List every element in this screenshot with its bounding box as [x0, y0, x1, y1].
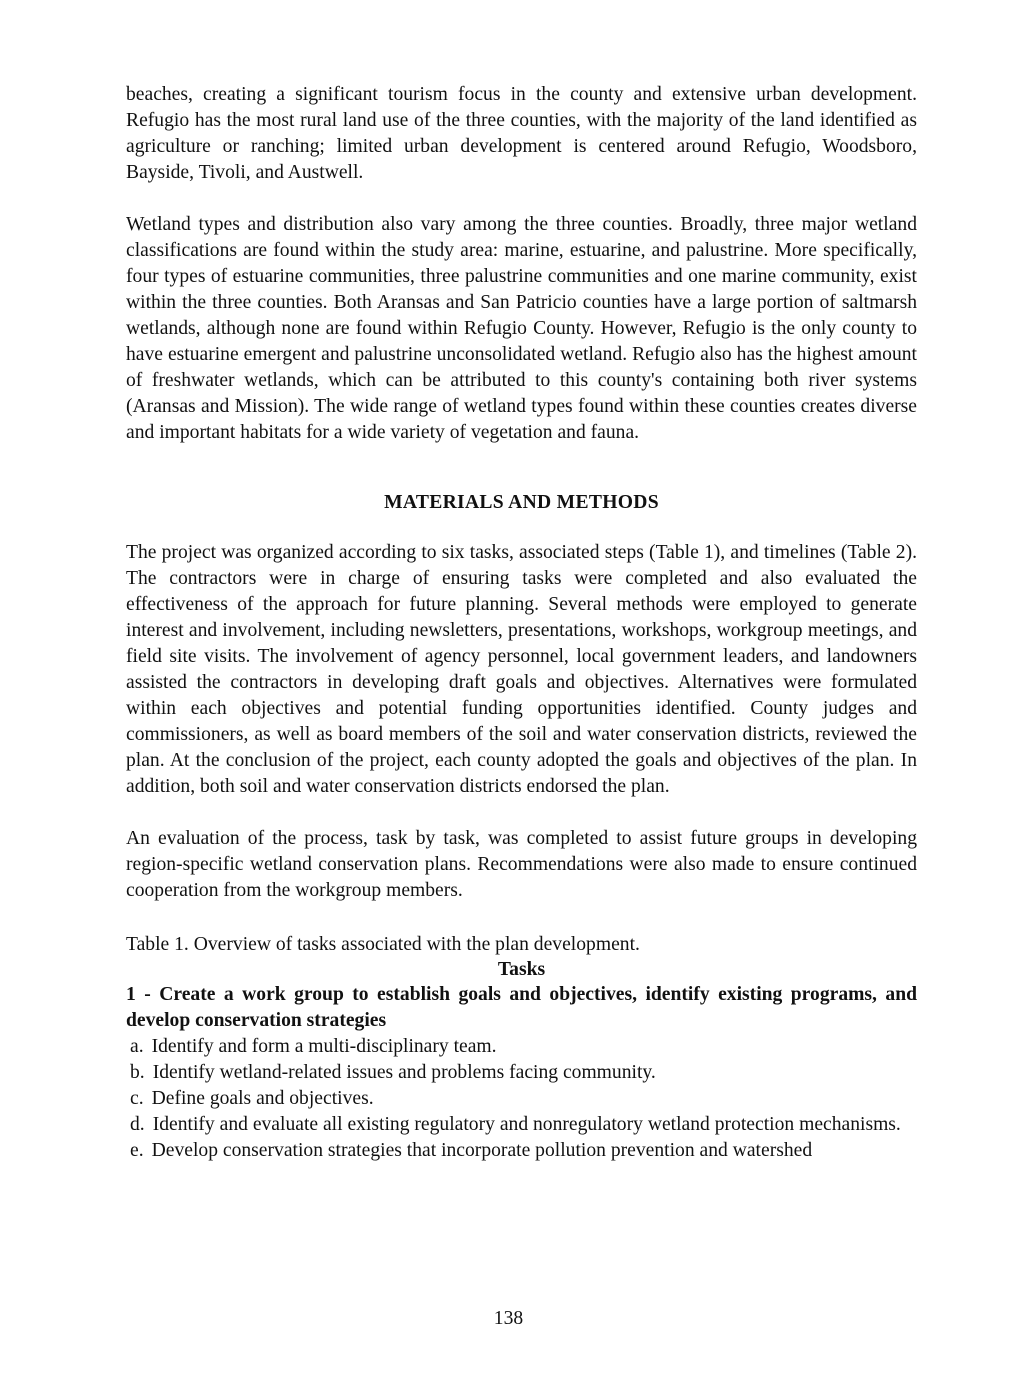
task-step-list: [126, 1034, 917, 1164]
paragraph-land-use: beaches, creating a significant tourism focus in the county and extensive urban development. Refugio has the most rural land use of the three counties, with the majority of the land identified as agriculture or ranching; limited urban development is centered around Refugio, Woodsboro, Bayside, Tivoli, and Austwell.: [126, 84, 917, 183]
task-step: [126, 1086, 917, 1112]
step-text: Identify and evaluate all existing regulatory and nonregulatory wetland protection mechanisms.: [152, 1114, 901, 1135]
step-text: Define goals and objectives.: [151, 1088, 374, 1109]
task-step: [126, 1112, 917, 1138]
step-text: Develop conservation strategies that incorporate pollution prevention and watershed: [151, 1140, 813, 1161]
paragraph-project-organization: The project was organized according to six tasks, associated steps (Table 1), and timelines (Table 2). The contractors were in charge of ensuring tasks were completed and also evaluated the effectiveness of the approach for future planning. Several methods were employed to generate interest and involvement, including newsletters, presentations, workshops, workgroup meetings, and field site visits. The involvement of agency personnel, local government leaders, and landowners assisted the contractors in developing draft goals and objectives. Alternatives were formulated within each objectives and potential funding opportunities identified. County judges and commissioners, as well as board members of the soil and water conservation districts, reviewed the plan. At the conclusion of the project, each county adopted the goals and objectives of the plan. In addition, both soil and water conservation districts endorsed the plan.: [126, 542, 917, 797]
table-caption: Table 1. Overview of tasks associated with the plan development.: [126, 934, 640, 955]
page-number: 138: [493, 1308, 524, 1329]
step-letter: a.: [130, 1036, 144, 1057]
task-step: [126, 1034, 917, 1060]
task-title: 1 - Create a work group to establish goals and objectives, identify existing programs, and develop conservation strategies: [126, 984, 917, 1031]
table-column-header: Tasks: [497, 959, 546, 980]
step-text: Identify wetland-related issues and problems facing community.: [152, 1062, 656, 1083]
step-letter: b.: [130, 1062, 145, 1083]
section-heading-materials-methods: MATERIALS AND METHODS: [384, 492, 659, 513]
step-letter: c.: [130, 1088, 144, 1109]
document-page: [126, 82, 917, 1164]
paragraph-wetland-types: Wetland types and distribution also vary among the three counties. Broadly, three major wetland classifications are found within the study area: marine, estuarine, and palustrine. More specifically, four types of estuarine communities, three palustrine communities and one marine community, exist within the three counties. Both Aransas and San Patricio counties have a large portion of saltmarsh wetlands, although none are found within Refugio County. However, Refugio is the only county to have estuarine emergent and palustrine unconsolidated wetland. Refugio also has the highest amount of freshwater wetlands, which can be attributed to this county's containing both river systems (Aransas and Mission). The wide range of wetland types found within these counties creates diverse and important habitats for a wide variety of vegetation and fauna.: [126, 214, 917, 443]
step-letter: d.: [130, 1114, 145, 1135]
table-1: [126, 932, 917, 1164]
step-letter: e.: [130, 1140, 144, 1161]
task-step: [126, 1138, 917, 1164]
step-text: Identify and form a multi-disciplinary team.: [151, 1036, 497, 1057]
task-step: [126, 1060, 917, 1086]
paragraph-evaluation: An evaluation of the process, task by task, was completed to assist future groups in developing region-specific wetland conservation plans. Recommendations were also made to ensure continued cooperation from the workgroup members.: [126, 828, 917, 901]
